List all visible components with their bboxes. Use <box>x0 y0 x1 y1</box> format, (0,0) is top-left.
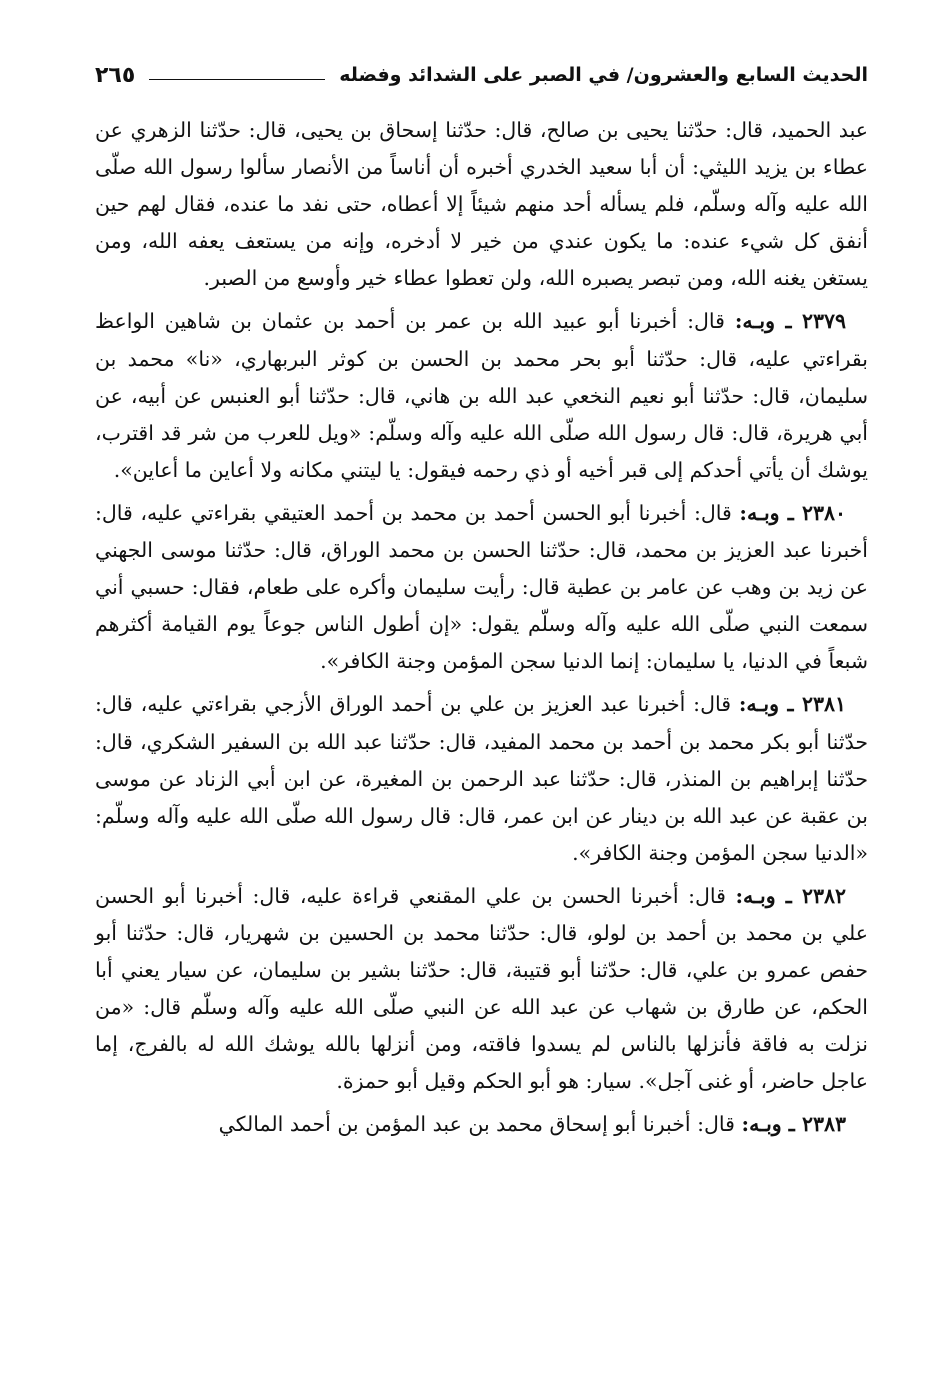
paragraph-text: عبد الحميد، قال: حدّثنا يحيى بن صالح، قال: حدّثنا إسحاق بن يحيى، قال: حدّثنا الزهري عن عطاء بن يزيد الليثي: أن أبا سعيد الخدري أخبره أن أناساً من الأنصار سألوا رسول الله صلّى الله عليه وآله وسلّم، فلم يسأله أحد منهم شيئاً إلا أعطاه، حتى نفد ما عنده، فقال لهم حين أنفق كل شيء عنده: ما يكون عندي من خير لا أدخره، وإنه من يستعف يعفه الله، ومن يستغن يغنه الله، ومن تبصر يصبره الله، ولن تعطوا عطاء خير وأوسع من الصبر. <box>95 118 868 291</box>
paragraph-text: قال: أخبرنا الحسن بن علي المقنعي قراءة عليه، قال: أخبرنا أبو الحسن علي بن محمد بن أحمد بن لولو، قال: حدّثنا محمد بن الحسين بن شهريار، قال: حدّثنا أبو حفص عمرو بن علي، قال: حدّثنا أبو قتيبة، قال: حدّثنا بشير بن سليمان، عن سيار يعني أبا الحكم، عن طارق بن شهاب عن عبد الله عن النبي صلّى الله عليه وآله وسلّم قال: «من نزلت به فاقة فأنزلها بالناس لم يسدوا فاقته، ومن أنزلها بالله يوشك الله له بالفرج، إما عاجل حاضر، أو غنى آجل». سيار: هو أبو الحكم وقيل أبو حمزة. <box>95 883 868 1094</box>
header-rule <box>149 79 325 80</box>
hadith-2381 <box>95 686 868 871</box>
running-header <box>95 58 868 92</box>
hadith-2379 <box>95 303 868 488</box>
hadith-number: ٢٣٨٠ ـ وبـه: <box>739 500 846 525</box>
hadith-number: ٢٣٨٢ ـ وبـه: <box>735 883 846 908</box>
hadith-number: ٢٣٨١ ـ وبـه: <box>738 692 846 717</box>
paragraph-text: قال: أخبرنا أبو الحسن أحمد بن محمد بن أحمد العتيقي بقراءتي عليه، قال: أخبرنا عبد العزيز بن محمد، قال: حدّثنا الحسن بن محمد الوراق، قال: حدّثنا موسى الجهني عن زيد بن وهب عن عامر بن عطية قال: رأيت سليمان وأكره على طعام، فقال: حسبي أني سمعت النبي صلّى الله عليه وآله وسلّم يقول: «إن أطول الناس جوعاً يوم القيامة أكثرهم شبعاً في الدنيا، يا سليمان: إنما الدنيا سجن المؤمن وجنة الكافر». <box>95 500 868 674</box>
chapter-title: الحديث السابع والعشرون/ في الصبر على الشدائد وفضله <box>339 64 868 86</box>
page-body <box>95 112 868 1150</box>
hadith-2380 <box>95 495 868 680</box>
hadith-2383 <box>95 1106 868 1143</box>
paragraph-text: قال: أخبرنا أبو عبيد الله بن عمر بن أحمد بن عثمان بن شاهين الواعظ بقراءتي عليه، قال: حدّثنا أبو بحر محمد بن الحسن بن كوثر البربهاري، «نا» محمد بن سليمان، قال: حدّثنا أبو نعيم النخعي عبد الله بن هاني، قال: حدّثنا أبو العنبس عن أبيه، عن أبي هريرة، قال: قال رسول الله صلّى الله عليه وآله وسلّم: «ويل للعرب من شر قد اقترب، يوشك أن يأتي أحدكم إلى قبر أخيه أو ذي رحمه فيقول: يا ليتني مكانه ولا أعاين ما أعاين». <box>95 309 868 482</box>
paragraph-text: قال: أخبرنا أبو إسحاق محمد بن عبد المؤمن بن أحمد المالكي <box>218 1112 735 1137</box>
hadith-2382 <box>95 878 868 1101</box>
hadith-number: ٢٣٧٩ ـ وبـه: <box>734 309 846 334</box>
hadith-number: ٢٣٨٣ ـ وبـه: <box>741 1112 846 1137</box>
paragraph-text: قال: أخبرنا عبد العزيز بن علي بن أحمد الوراق الأزجي بقراءتي عليه، قال: حدّثنا أبو بكر محمد بن أحمد بن محمد المفيد، قال: حدّثنا عبد الله بن السفير الشكري، قال: حدّثنا إبراهيم بن المنذر، قال: حدّثنا عبد الرحمن بن المغيرة، عن ابن أبي الزناد عن موسى بن عقبة عن عبد الله بن دينار عن ابن عمر، قال: قال رسول الله صلّى الله عليه وآله وسلّم: «الدنيا سجن المؤمن وجنة الكافر». <box>95 692 868 865</box>
paragraph-continuation <box>95 112 868 297</box>
page-number: ٢٦٥ <box>95 62 136 88</box>
